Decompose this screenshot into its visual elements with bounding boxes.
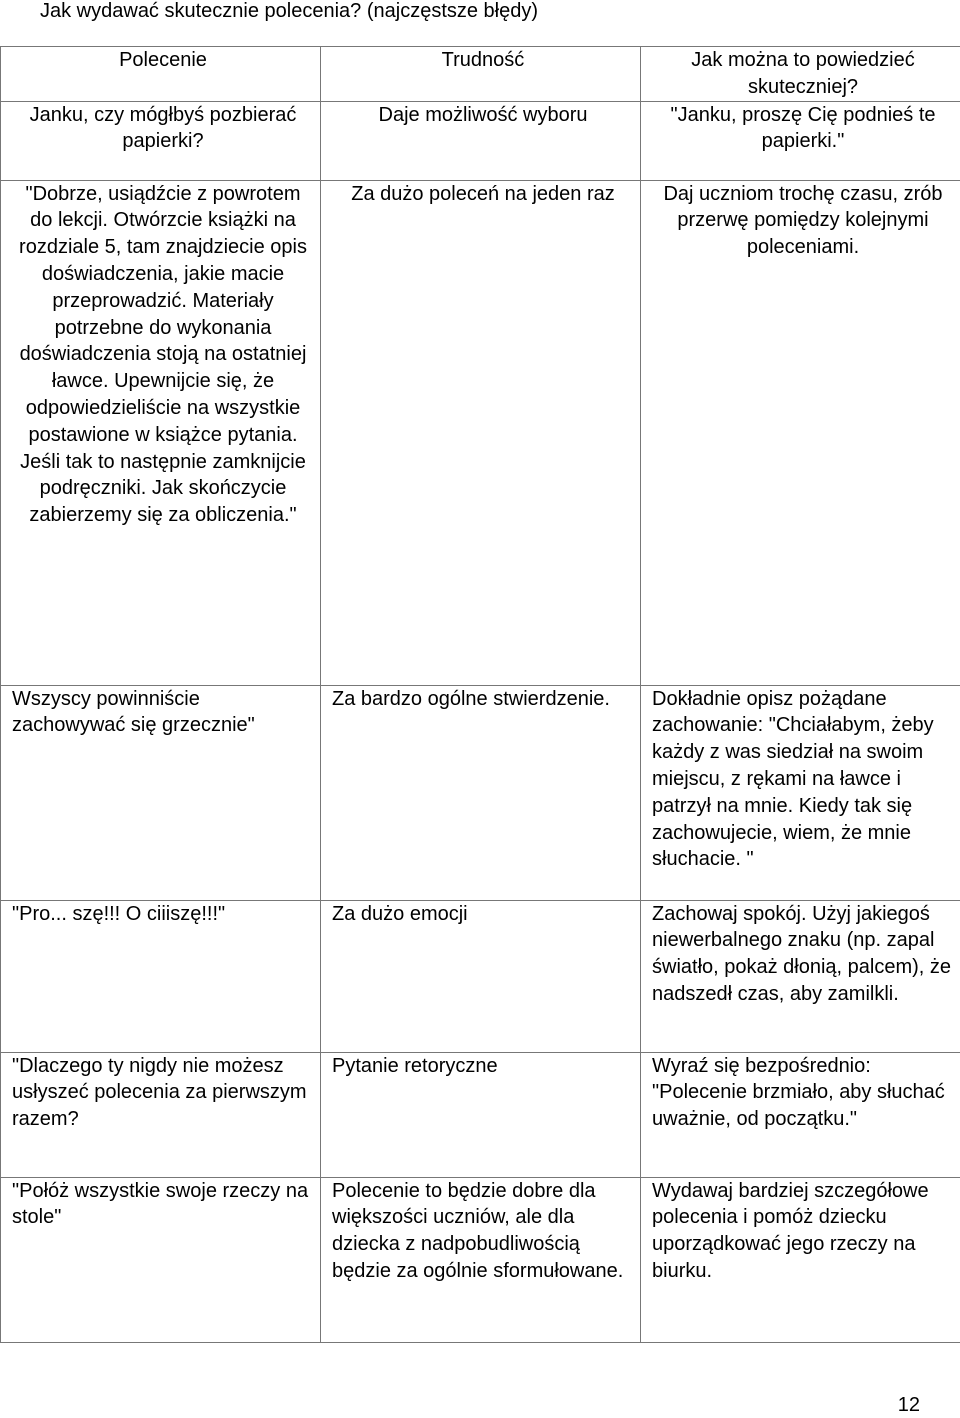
table-cell: "Dobrze, usiądźcie z powrotem do lekcji. Otwórzcie książki na rozdziale 5, tam znajdziecie opis doświadczenia, jakie macie przeprowadzić. Materiały potrzebne do wykonania doświadczenia stoją na ostatniej ławce. Upewnijcie się, że odpowiedzieliście na wszystkie postawione w książce pytania. Jeśli tak to następnie zamknijcie podręczniki. Jak skończycie zabierzemy się za obliczenia." [1,180,321,685]
table-cell: Zachowaj spokój. Użyj jakiegoś niewerbalnego znaku (np. zapal światło, pokaż dłonią, palcem), że nadszedł czas, aby zamilkli. [641,900,960,1052]
table-cell: Za dużo poleceń na jeden raz [321,180,641,685]
table-cell: Wyraź się bezpośrednio: "Polecenie brzmiało, aby słuchać uważnie, od początku." [641,1052,960,1177]
table-cell: Wydawaj bardziej szczegółowe polecenia i pomóż dziecku uporządkować jego rzeczy na biurku. [641,1177,960,1342]
table-cell: Pytanie retoryczne [321,1052,641,1177]
commands-table [0,46,960,1343]
table-cell: Wszyscy powinniście zachowywać się grzecznie" [1,685,321,900]
table-cell: "Połóż wszystkie swoje rzeczy na stole" [1,1177,321,1342]
header-skuteczniej: Jak można to powiedzieć skuteczniej? [641,47,960,102]
table-row [1,900,960,1052]
table-cell: "Dlaczego ty nigdy nie możesz usłyszeć polecenia za pierwszym razem? [1,1052,321,1177]
header-trudnosc: Trudność [321,47,641,102]
table-cell: "Janku, proszę Cię podnieś te papierki." [641,101,960,180]
table-cell: Polecenie to będzie dobre dla większości uczniów, ale dla dziecka z nadpobudliwością będzie za ogólnie sformułowane. [321,1177,641,1342]
table-cell: Janku, czy mógłbyś pozbierać papierki? [1,101,321,180]
table-row [1,1052,960,1177]
table-cell: Za bardzo ogólne stwierdzenie. [321,685,641,900]
header-polecenie: Polecenie [1,47,321,102]
table-row [1,1177,960,1342]
table-row [1,101,960,180]
table-cell: Dokładnie opisz pożądane zachowanie: "Chciałabym, żeby każdy z was siedział na swoim miejscu, z rękami na ławce i patrzył na mnie. Kiedy tak się zachowujecie, wiem, że mnie słuchacie. " [641,685,960,900]
table-cell: Za dużo emocji [321,900,641,1052]
table-row [1,180,960,685]
page-title: Jak wydawać skutecznie polecenia? (najczęstsze błędy) [40,0,539,22]
table-header-row [1,47,960,102]
page-number: 12 [897,1394,920,1416]
table-cell: Daj uczniom trochę czasu, zrób przerwę pomiędzy kolejnymi poleceniami. [641,180,960,685]
table-row [1,685,960,900]
table-cell: Daje możliwość wyboru [321,101,641,180]
table-cell: "Pro... szę!!! O ciiiszę!!!" [1,900,321,1052]
